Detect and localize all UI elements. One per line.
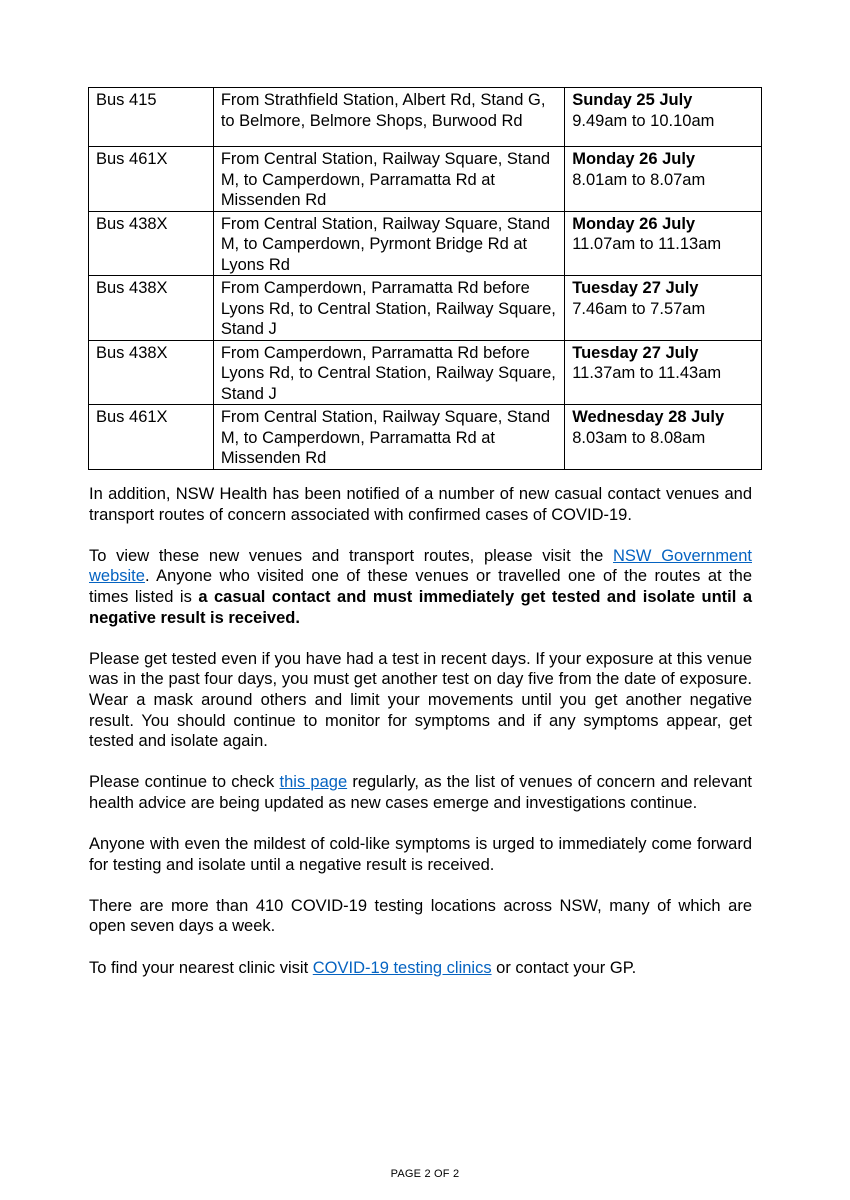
paragraph-text: . Anyone who visited one of these venues or travelled one of the routes at the times listed is — [89, 567, 752, 606]
bus-cell: Bus 461X — [89, 147, 214, 212]
paragraph-text: To view these new venues and transport routes, please visit the — [89, 546, 614, 565]
bus-cell: Bus 415 — [89, 88, 214, 147]
time-cell — [565, 405, 762, 470]
time-text: 9.49am to 10.10am — [572, 111, 715, 130]
time-text: 7.46am to 7.57am — [572, 299, 706, 318]
route-cell: From Strathfield Station, Albert Rd, Stand G, to Belmore, Belmore Shops, Burwood Rd — [213, 88, 564, 147]
nsw-government-website-link[interactable]: NSW Government website — [89, 546, 752, 586]
time-cell — [565, 147, 762, 212]
paragraph-symptoms: Anyone with even the mildest of cold-like symptoms is urged to immediately come forward for testing and isolate until a negative result is received. — [89, 835, 752, 874]
bus-cell: Bus 438X — [89, 276, 214, 341]
time-cell — [565, 88, 762, 147]
route-cell: From Central Station, Railway Square, Stand M, to Camperdown, Parramatta Rd at Missenden Rd — [213, 405, 564, 470]
table-row — [89, 147, 762, 212]
route-cell: From Camperdown, Parramatta Rd before Lyons Rd, to Central Station, Railway Square, Stand J — [213, 340, 564, 405]
paragraph-text: Please continue to check — [89, 773, 280, 792]
day-text: Tuesday 27 July — [572, 343, 699, 362]
paragraph-text: or contact your GP. — [491, 958, 637, 977]
paragraph-find-clinic — [89, 958, 752, 979]
table-row — [89, 405, 762, 470]
day-text: Monday 26 July — [572, 150, 696, 168]
time-text: 8.03am to 8.08am — [572, 428, 706, 447]
casual-contact-warning: a casual contact and must immediately get tested and isolate until a negative result is received. — [89, 587, 753, 627]
transport-routes-table — [88, 87, 762, 470]
table-row — [89, 276, 762, 341]
route-cell: From Central Station, Railway Square, Stand M, to Camperdown, Pyrmont Bridge Rd at Lyons Rd — [213, 211, 564, 276]
day-text: Monday 26 July — [572, 214, 696, 233]
day-text: Sunday 25 July — [572, 91, 693, 109]
covid-testing-clinics-link[interactable]: COVID-19 testing clinics — [312, 958, 492, 977]
paragraph-get-tested: Please get tested even if you have had a test in recent days. If your exposure at this venue was in the past four days, you must get another test on day five from the date of exposure. Wear a mask around others and limit your movements until you get another negative result. You should continue to monitor for symptoms and if any symptoms appear, get tested and isolate again. — [89, 649, 752, 751]
this-page-link[interactable]: this page — [279, 773, 348, 792]
table-row — [89, 88, 762, 147]
paragraph-text: regularly, as the list of venues of concern and relevant health advice are being updated as new cases emerge and investigations continue. — [89, 773, 753, 812]
time-text: 8.01am to 8.07am — [572, 170, 706, 189]
table-row — [89, 340, 762, 405]
route-cell: From Camperdown, Parramatta Rd before Lyons Rd, to Central Station, Railway Square, Stand J — [213, 276, 564, 341]
bus-cell: Bus 438X — [89, 211, 214, 276]
time-cell — [565, 276, 762, 341]
bus-cell: Bus 461X — [89, 405, 214, 470]
paragraph-text: To find your nearest clinic visit — [89, 958, 313, 977]
table-row — [89, 211, 762, 276]
time-cell — [565, 340, 762, 405]
day-text: Tuesday 27 July — [572, 279, 699, 297]
time-text: 11.37am to 11.43am — [572, 364, 722, 382]
paragraph-view-venues — [89, 546, 752, 628]
day-text: Wednesday 28 July — [572, 408, 725, 426]
time-text: 11.07am to 11.13am — [572, 235, 722, 253]
time-cell — [565, 211, 762, 276]
paragraph-casual-contacts: In addition, NSW Health has been notified of a number of new casual contact venues and transport routes of concern associated with confirmed cases of COVID-19. — [89, 485, 752, 524]
page-number-footer: PAGE 2 OF 2 — [390, 1168, 460, 1180]
paragraph-testing-locations: There are more than 410 COVID-19 testing locations across NSW, many of which are open seven days a week. — [89, 896, 752, 936]
paragraph-check-page — [89, 772, 752, 813]
route-cell: From Central Station, Railway Square, Stand M, to Camperdown, Parramatta Rd at Missenden Rd — [213, 147, 564, 212]
body-text — [89, 484, 752, 999]
bus-cell: Bus 438X — [89, 340, 214, 405]
